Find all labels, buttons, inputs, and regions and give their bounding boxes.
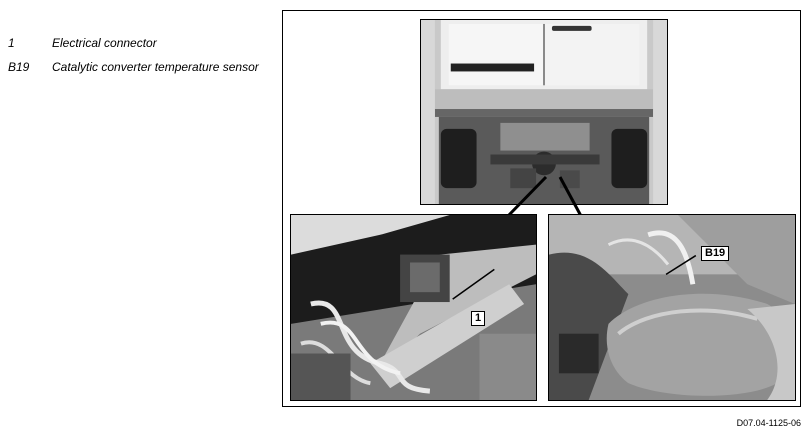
legend-text: Catalytic converter temperature sensor [52, 60, 259, 74]
figure-code: D07.04-1125-06 [736, 418, 801, 428]
connector-detail-image [291, 215, 536, 400]
callout-sensor: B19 [701, 246, 729, 261]
figure-frame [282, 10, 801, 407]
legend-key: B19 [8, 60, 30, 74]
sensor-detail-image [549, 215, 795, 400]
callout-connector: 1 [471, 311, 485, 326]
legend-key: 1 [8, 36, 15, 50]
legend [8, 36, 268, 84]
legend-text: Electrical connector [52, 36, 157, 50]
sensor-detail-photo [548, 214, 796, 401]
legend-item [8, 60, 268, 74]
legend-item [8, 36, 268, 50]
connector-detail-photo [290, 214, 537, 401]
